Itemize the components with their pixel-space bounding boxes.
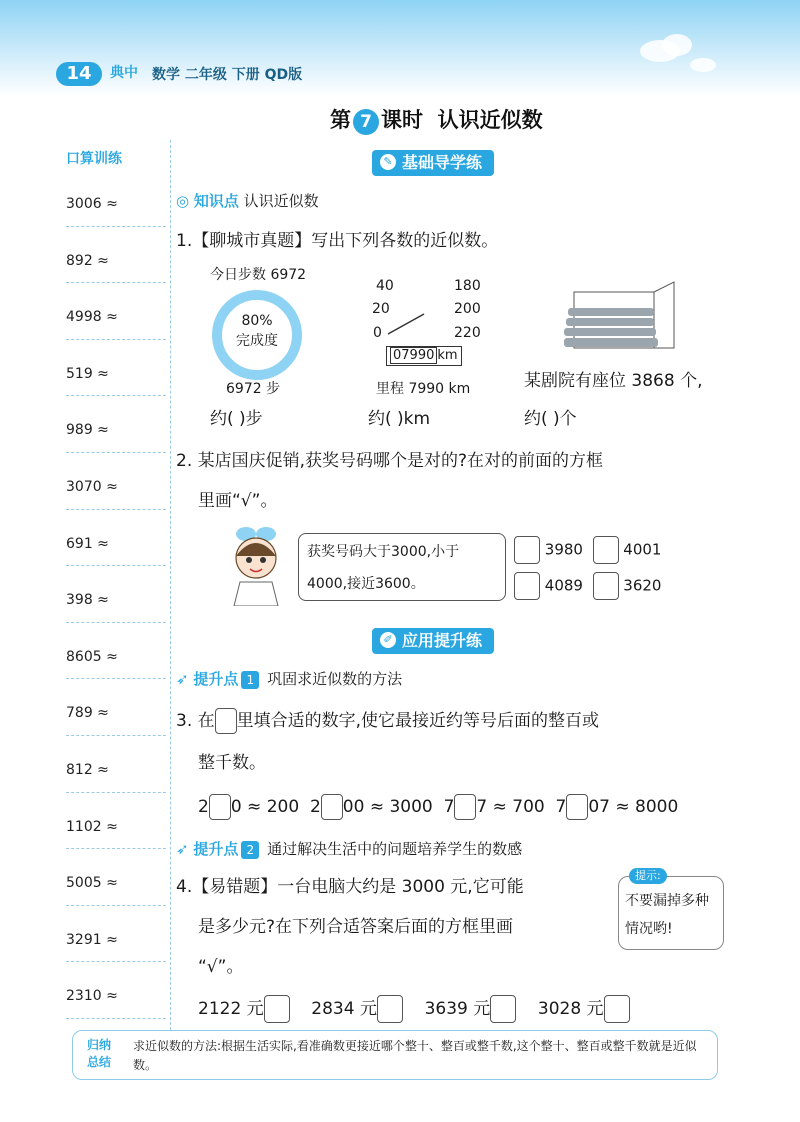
dial-right-1: 180 xyxy=(454,278,481,294)
q4-options xyxy=(198,994,630,1024)
q4-option-1: 2122 元 xyxy=(198,999,264,1019)
knowledge-label: 知识点 xyxy=(193,192,239,210)
mental-math-item: 812 ≈ xyxy=(66,736,166,793)
cloud-icon xyxy=(662,34,692,56)
odometer-caption: 里程 7990 km xyxy=(376,381,471,397)
dial-left-1: 40 xyxy=(376,278,394,294)
question-1: 1.【聊城市真题】写出下列各数的近似数。 xyxy=(176,231,499,251)
mental-math-item: 1102 ≈ xyxy=(66,793,166,850)
column-divider xyxy=(170,140,171,1030)
speech-line-2: 4000,接近3600。 xyxy=(307,576,425,592)
option-3980: 3980 xyxy=(544,540,583,559)
mental-math-item: 3006 ≈ xyxy=(66,170,166,227)
improvement-text: 通过解决生活中的问题培养学生的数感 xyxy=(267,840,523,858)
dial-right-2: 200 xyxy=(454,301,481,317)
improvement-label: 提升点 xyxy=(193,670,239,688)
lesson-topic: 认识近似数 xyxy=(437,108,543,132)
q4-checkbox-2[interactable] xyxy=(377,995,403,1023)
mental-math-item: 3291 ≈ xyxy=(66,906,166,963)
q3-item2-pre: 2 xyxy=(309,797,321,817)
q4-option-3: 3639 元 xyxy=(424,999,491,1019)
dial-left-3: 0 xyxy=(373,325,382,341)
improvement-number: 2 xyxy=(241,841,259,859)
option-checkbox-3980[interactable] xyxy=(514,536,540,564)
q3-item2-post: 00 ≈ 3000 xyxy=(342,797,433,817)
answer-seats[interactable]: 约( )个 xyxy=(524,409,577,429)
q3-item1-pre: 2 xyxy=(198,797,209,817)
ring-percent: 80% xyxy=(241,313,273,329)
ruler-icon: ✐ xyxy=(380,632,396,648)
section-banner-basic xyxy=(372,150,494,176)
option-row-2 xyxy=(514,572,661,600)
question-2-line2: 里画“√”。 xyxy=(198,491,278,511)
target-icon: ◎ xyxy=(176,192,190,210)
left-column-header: 口算训练 xyxy=(66,151,122,167)
sample-box xyxy=(215,708,237,734)
theater-caption: 某剧院有座位 3868 个, xyxy=(524,371,703,391)
q3-item2-box[interactable] xyxy=(321,794,343,820)
mental-math-item: 8605 ≈ xyxy=(66,623,166,680)
banner-label: 应用提升练 xyxy=(402,631,483,650)
q3-item1-post: 0 ≈ 200 xyxy=(230,797,300,817)
q3-item4-pre: 7 xyxy=(555,797,567,817)
theater-seats-image xyxy=(564,278,684,358)
speech-bubble xyxy=(298,533,506,601)
tip-label: 提示: xyxy=(629,868,667,884)
mental-math-item: 2310 ≈ xyxy=(66,962,166,1019)
banner-label: 基础导学练 xyxy=(402,153,483,172)
q4-option-4: 3028 元 xyxy=(537,999,604,1019)
mental-math-item: 691 ≈ xyxy=(66,510,166,567)
dial-left-2: 20 xyxy=(372,301,390,317)
summary-box xyxy=(72,1030,718,1080)
odometer-unit: km xyxy=(437,348,458,363)
improvement-text: 巩固求近似数的方法 xyxy=(267,670,403,688)
q3-post: 里填合适的数字,使它最接近约等号后面的整百或 xyxy=(236,711,600,731)
mental-math-item: 3070 ≈ xyxy=(66,453,166,510)
tip-text: 不要漏掉多种情况哟! xyxy=(625,893,709,937)
tip-box xyxy=(618,869,724,950)
question-4-line3: “√”。 xyxy=(198,957,244,977)
q4-checkbox-3[interactable] xyxy=(490,995,516,1023)
q3-pre: 3. 在 xyxy=(176,711,215,731)
q3-items xyxy=(198,792,678,822)
question-3-line1 xyxy=(176,706,599,736)
dial-right-3: 220 xyxy=(454,325,481,341)
q3-item4-box[interactable] xyxy=(566,794,588,820)
lesson-prefix: 第 xyxy=(330,108,351,132)
q3-item3-pre: 7 xyxy=(443,797,455,817)
mental-math-item: 519 ≈ xyxy=(66,340,166,397)
option-4001: 4001 xyxy=(623,540,662,559)
improvement-point-1 xyxy=(176,668,402,689)
option-checkbox-4001[interactable] xyxy=(593,536,619,564)
q4-checkbox-1[interactable] xyxy=(264,995,290,1023)
question-4-line1: 4.【易错题】一台电脑大约是 3000 元,它可能 xyxy=(176,877,524,897)
knowledge-text: 认识近似数 xyxy=(243,192,319,210)
mental-math-item: 398 ≈ xyxy=(66,566,166,623)
option-checkbox-4089[interactable] xyxy=(514,572,540,600)
mental-math-item: 892 ≈ xyxy=(66,227,166,284)
mental-math-item: 4998 ≈ xyxy=(66,283,166,340)
answer-km[interactable]: 约( )km xyxy=(368,409,431,429)
mental-math-item: 789 ≈ xyxy=(66,679,166,736)
q3-item3-box[interactable] xyxy=(454,794,476,820)
lesson-number: 7 xyxy=(353,109,379,135)
lesson-title xyxy=(330,104,543,135)
mental-math-item: 989 ≈ xyxy=(66,396,166,453)
answer-steps[interactable]: 约( )步 xyxy=(210,409,263,429)
mental-math-list xyxy=(66,170,166,1019)
mental-math-item: 5005 ≈ xyxy=(66,849,166,906)
option-4089: 4089 xyxy=(544,576,583,595)
speech-line-1: 获奖号码大于3000,小于 xyxy=(307,544,460,560)
compass-icon: ✎ xyxy=(380,154,396,170)
brand-logo: 典中 xyxy=(110,65,138,81)
lesson-suffix: 课时 xyxy=(381,108,423,132)
q4-option-2: 2834 元 xyxy=(311,999,377,1019)
section-banner-advanced xyxy=(372,628,494,654)
odometer-digits: 07990 xyxy=(390,347,437,364)
option-3620: 3620 xyxy=(623,576,662,595)
knowledge-point xyxy=(176,190,319,211)
ring-label: 完成度 xyxy=(236,333,278,349)
summary-label: 归纳总结 xyxy=(86,1038,111,1069)
option-row-1 xyxy=(514,536,661,564)
rocket-icon: ➶ xyxy=(176,670,189,688)
cloud-icon xyxy=(690,58,716,72)
q4-checkbox-4[interactable] xyxy=(604,995,630,1023)
rocket-icon: ➶ xyxy=(176,840,189,858)
question-3-line2: 整千数。 xyxy=(198,753,266,773)
steps-caption-bottom: 6972 步 xyxy=(226,381,281,397)
question-4-line2: 是多少元?在下列合适答案后面的方框里画 xyxy=(198,917,514,937)
improvement-label: 提升点 xyxy=(193,840,239,858)
option-checkbox-3620[interactable] xyxy=(593,572,619,600)
improvement-number: 1 xyxy=(241,671,259,689)
page-number: 14 xyxy=(56,62,102,86)
improvement-point-2 xyxy=(176,838,522,859)
odometer xyxy=(386,346,462,366)
question-2-line1: 2. 某店国庆促销,获奖号码哪个是对的?在对的前面的方框 xyxy=(176,451,604,471)
girl-illustration xyxy=(226,524,292,606)
steps-caption-top: 今日步数 6972 xyxy=(210,267,307,283)
q3-item3-post: 7 ≈ 700 xyxy=(476,797,545,817)
dial-needle xyxy=(380,306,450,338)
q3-item1-box[interactable] xyxy=(209,794,231,820)
progress-ring xyxy=(212,290,302,380)
book-title: 数学 二年级 下册 QD版 xyxy=(152,67,303,83)
summary-text: 求近似数的方法:根据生活实际,看准确数更接近哪个整十、整百或整千数,这个整十、整百或整千数就是近似数。 xyxy=(133,1039,697,1072)
q3-item4-post: 07 ≈ 8000 xyxy=(588,797,679,817)
